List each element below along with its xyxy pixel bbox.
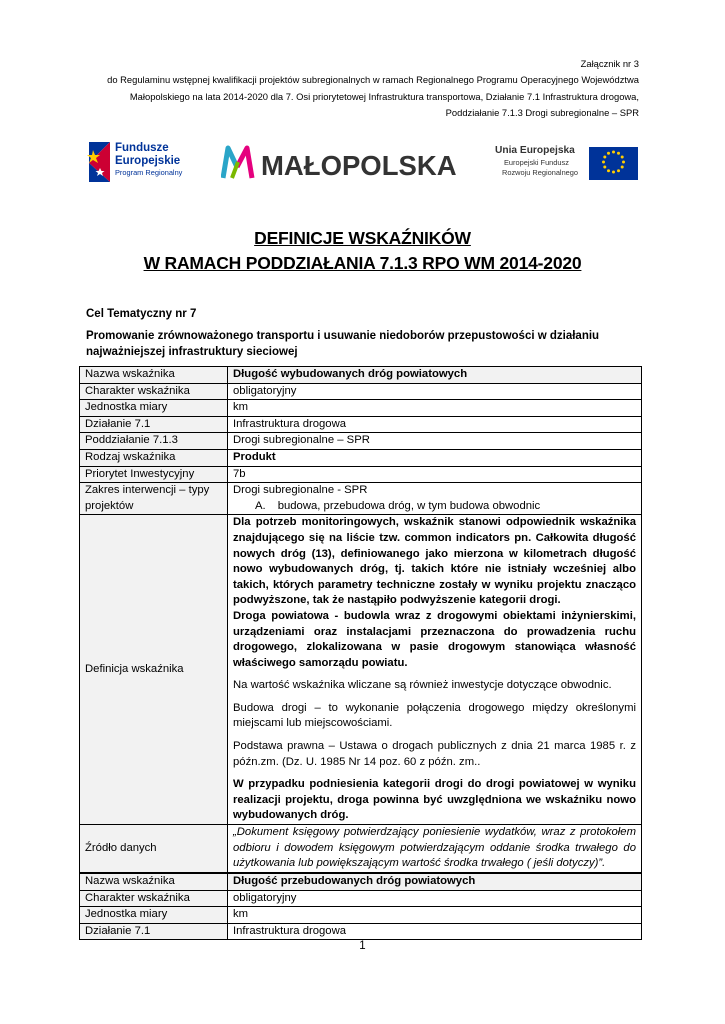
indicator-table-2 <box>79 873 642 940</box>
malopolska-logo <box>221 145 461 179</box>
row-value: km <box>228 907 642 924</box>
logo-bar <box>0 138 725 186</box>
svg-text:Fundusze: Fundusze <box>115 142 169 154</box>
unia-europejska-logo <box>495 142 640 182</box>
table-row <box>80 466 642 483</box>
row-value: Drogi subregionalne – SPR <box>228 433 642 450</box>
svg-text:Rozwoju Regionalnego: Rozwoju Regionalnego <box>502 168 579 177</box>
svg-text:Europejski Fundusz: Europejski Fundusz <box>504 158 569 167</box>
list-item-text: budowa, przebudowa dróg, w tym budowa obwodnic <box>277 499 541 512</box>
header-line-2: do Regulaminu wstępnej kwalifikacji projektów subregionalnych w ramach Regionalnego Programu Operacyjnego Województwa <box>107 74 639 86</box>
table-row <box>80 515 642 825</box>
table-row <box>80 416 642 433</box>
row-value: Produkt <box>228 449 642 466</box>
row-value: Infrastruktura drogowa <box>228 923 642 940</box>
fundusze-europejskie-logo <box>86 138 206 184</box>
row-label: Priorytet Inwestycyjny <box>80 466 228 483</box>
document-header <box>107 56 639 121</box>
page-title-line-2: W RAMACH PODDZIAŁANIA 7.1.3 RPO WM 2014-2020 <box>143 253 582 273</box>
indicator-name: Długość przebudowanych dróg powiatowych <box>228 874 642 891</box>
header-line-4: Poddziałanie 7.1.3 Drogi subregionalne – SPR <box>445 106 639 118</box>
row-label: Charakter wskaźnika <box>80 890 228 907</box>
definition-paragraph: W przypadku podniesienia kategorii drogi do drogi powiatowej w wyniku realizacji projektu, droga powinna być uwzględniona we wskaźniku nowo wybudowanych dróg. <box>233 778 636 822</box>
row-label: Definicja wskaźnika <box>80 515 228 825</box>
svg-text:MAŁOPOLSKA: MAŁOPOLSKA <box>261 150 457 179</box>
definition-cell <box>228 515 642 825</box>
svg-text:Program Regionalny: Program Regionalny <box>115 168 183 177</box>
zakres-line: Drogi subregionalne - SPR <box>233 484 368 497</box>
row-value <box>228 483 642 515</box>
definition-paragraph: Dla potrzeb monitoringowych, wskaźnik stanowi odpowiednik wskaźnika znajdującego się na liście tzw. common indicators pn. Całkowita długość nowych dróg (13), definiowanego jako mierzona w kilometrach długość nowo wybudowanych dróg, tj. takich które nie istniały wcześniej albo takich, których parametry techniczne zostały w wyniku projektu znacząco podwyższone, tak że nastąpiło podwyższenie kategorii drogi. <box>233 516 636 607</box>
list-item <box>233 499 636 515</box>
svg-text:Unia Europejska: Unia Europejska <box>495 145 575 156</box>
table-row <box>80 825 642 873</box>
row-value: obligatoryjny <box>228 383 642 400</box>
header-line-1: Załącznik nr 3 <box>580 58 639 69</box>
row-label: Jednostka miary <box>80 400 228 417</box>
page-number: 1 <box>359 940 366 952</box>
table-row <box>80 923 642 940</box>
table-row <box>80 367 642 384</box>
row-label: Jednostka miary <box>80 907 228 924</box>
header-line-3: Małopolskiego na lata 2014-2020 dla 7. Osi priorytetowej Infrastruktura transportowa, Działanie 7.1 Infrastruktura drogowa, <box>129 90 639 102</box>
definition-paragraph: Droga powiatowa - budowla wraz z drogowymi obiektami inżynierskimi, urządzeniami oraz instalacjami przeznaczona do prowadzenia ruchu drogowego, zlokalizowana w pasie drogowym stanowiąca własność właściwego samorządu powiatu. <box>233 609 636 669</box>
row-value: Infrastruktura drogowa <box>228 416 642 433</box>
table-row <box>80 890 642 907</box>
row-label: Nazwa wskaźnika <box>80 367 228 384</box>
row-value: „Dokument księgowy potwierdzający poniesienie wydatków, wraz z protokołem odbioru i dowodem księgowym potwierdzającym oddanie środka trwałego do użytkowania lub powiększającym wartość środka trwałego ( jeśli dotyczy)”. <box>228 825 642 873</box>
table-row <box>80 907 642 924</box>
promowanie-text: Promowanie zrównoważonego transportu i usuwanie niedoborów przepustowości w działaniu najważniejszej infrastruktury sieciowej <box>86 330 600 358</box>
row-label: Nazwa wskaźnika <box>80 874 228 891</box>
indicator-table-1 <box>79 366 642 873</box>
table-row <box>80 400 642 417</box>
definition-paragraph: Budowa drogi – to wykonanie połączenia drogowego między określonymi miejscami lub miejscowościami. <box>233 701 636 730</box>
table-row <box>80 874 642 891</box>
table-row <box>80 483 642 515</box>
row-value: obligatoryjny <box>228 890 642 907</box>
row-label: Poddziałanie 7.1.3 <box>80 433 228 450</box>
table-row <box>80 433 642 450</box>
indicator-name: Długość wybudowanych dróg powiatowych <box>228 367 642 384</box>
svg-text:Europejskie: Europejskie <box>115 155 181 167</box>
row-label: Rodzaj wskaźnika <box>80 449 228 466</box>
definition-paragraph: Na wartość wskaźnika wliczane są również inwestycje dotyczące obwodnic. <box>233 679 612 692</box>
row-label: Charakter wskaźnika <box>80 383 228 400</box>
row-label: Działanie 7.1 <box>80 416 228 433</box>
page-title-line-1: DEFINICJE WSKAŹNIKÓW <box>254 228 471 248</box>
row-value: 7b <box>228 466 642 483</box>
cel-tematyczny: Cel Tematyczny nr 7 <box>86 308 197 320</box>
table-row <box>80 449 642 466</box>
row-value: km <box>228 400 642 417</box>
row-label: Zakres interwencji – typy projektów <box>80 483 228 515</box>
row-label: Źródło danych <box>80 825 228 873</box>
row-label: Działanie 7.1 <box>80 923 228 940</box>
definition-paragraph: Podstawa prawna – Ustawa o drogach publicznych z dnia 21 marca 1985 r. z późn.zm. (Dz. U. 1985 Nr 14 poz. 60 z późn. zm.. <box>233 740 636 768</box>
table-row <box>80 383 642 400</box>
list-marker: A. <box>255 499 266 512</box>
